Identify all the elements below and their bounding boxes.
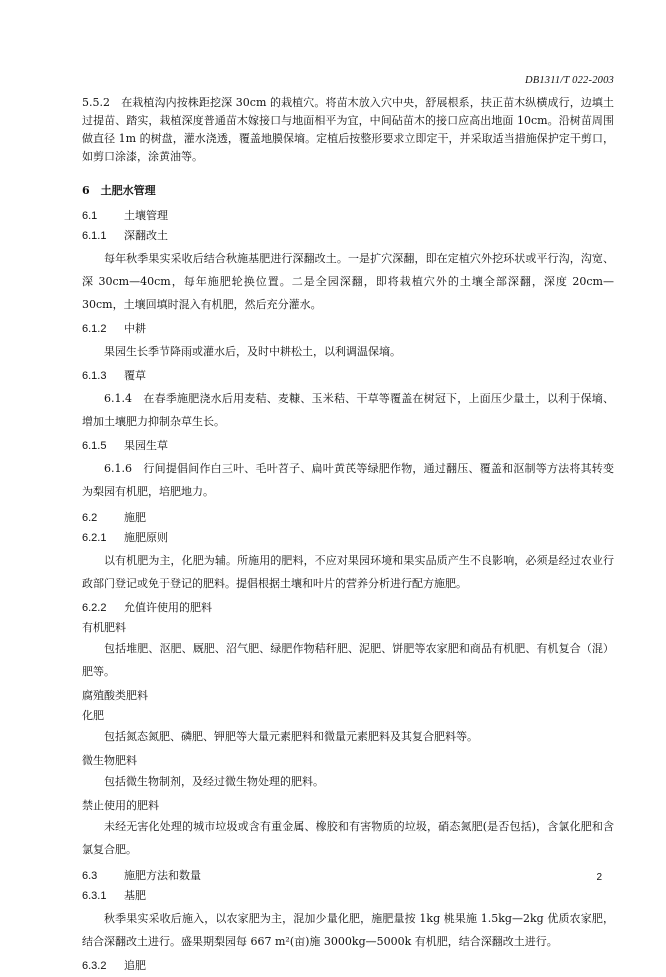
subheading-microbial-fertilizer: 微生物肥料 bbox=[82, 754, 137, 767]
page-content bbox=[82, 94, 614, 977]
paragraph-6-1-4: 6.1.4 在春季施肥浇水后用麦秸、麦糠、玉米秸、干草等覆盖在树冠下，上面压少量土，以利于保墒、增加土壤肥力抑制杂草生长。 bbox=[82, 392, 614, 428]
heading-title: 施肥方法和数量 bbox=[124, 869, 201, 882]
heading-6-3 bbox=[82, 867, 614, 883]
paragraph-6-3-1: 秋季果实采收后施入，以农家肥为主，混加少量化肥，施肥量按 1kg 桃果施 1.5kg—2kg 优质农家肥，结合深翻改土进行。盛果期梨园每 667 m²(亩)施 3000kg—5000k 有机肥，结合深翻改土进行。 bbox=[82, 912, 614, 948]
paragraph-chemical-fertilizer: 包括氮态氮肥、磷肥、钾肥等大量元素肥料和微量元素肥料及其复合肥料等。 bbox=[104, 730, 478, 743]
paragraph-microbial-fertilizer: 包括微生物制剂，及经过微生物处理的肥料。 bbox=[104, 775, 324, 788]
document-id: DB1311/T 022-2003 bbox=[524, 75, 614, 86]
section-6-heading: 6 土肥水管理 bbox=[82, 184, 156, 197]
heading-title: 追肥 bbox=[124, 959, 146, 972]
heading-6-3-1 bbox=[82, 887, 614, 903]
heading-title: 深翻改土 bbox=[124, 229, 168, 242]
heading-number: 6.2.2 bbox=[82, 602, 107, 614]
clause-5-5-2: 5.5.2 在栽植沟内按株距挖深 30cm 的栽植穴。将苗木放入穴中央，舒展根系，扶正苗木纵横成行，边填土过提苗、踏实，栽植深度普通苗木嫁接口与地面相平为宜，中间砧苗木的接口应高出地面 10cm。沿树苗周围做直径 1m 的树盘，灌水浇透，覆盖地膜保墒。定植后按整形要求立即定干，并采取适当措施保护定干剪口，如剪口涂漆，涂黄油等。 bbox=[82, 96, 614, 163]
heading-number: 6.1 bbox=[82, 210, 98, 222]
heading-title: 基肥 bbox=[124, 889, 146, 902]
heading-6-2-1 bbox=[82, 529, 614, 545]
heading-title: 覆草 bbox=[124, 369, 146, 382]
heading-number: 6.1.1 bbox=[82, 230, 107, 242]
heading-6-2-2 bbox=[82, 599, 614, 615]
paragraph-banned-fertilizer: 未经无害化处理的城市垃圾或含有重金属、橡胶和有害物质的垃圾，硝态氮肥(是否包括)，含氯化肥和含氯复合肥。 bbox=[82, 820, 614, 856]
heading-number: 6.2.1 bbox=[82, 532, 107, 544]
heading-number: 6.1.5 bbox=[82, 440, 107, 452]
heading-number: 6.1.2 bbox=[82, 323, 107, 335]
heading-title: 施肥 bbox=[124, 511, 146, 524]
heading-number: 6.3 bbox=[82, 870, 98, 882]
heading-number: 6.2 bbox=[82, 512, 98, 524]
heading-number: 6.3.2 bbox=[82, 960, 107, 972]
heading-6-1-1 bbox=[82, 227, 614, 243]
heading-6-2 bbox=[82, 509, 614, 525]
heading-title: 中耕 bbox=[124, 322, 146, 335]
paragraph-6-2-1: 以有机肥为主，化肥为辅。所施用的肥料，不应对果园环境和果实品质产生不良影响，必须是经过农业行政部门登记或免于登记的肥料。提倡根据土壤和叶片的营养分析进行配方施肥。 bbox=[82, 554, 614, 590]
heading-number: 6.3.1 bbox=[82, 890, 107, 902]
heading-title: 施肥原则 bbox=[124, 531, 168, 544]
page-number: 2 bbox=[596, 872, 602, 883]
paragraph-6-1-2: 果园生长季节降雨或灌水后，及时中耕松土，以利调温保墒。 bbox=[104, 345, 401, 358]
heading-title: 土壤管理 bbox=[124, 209, 168, 222]
heading-number: 6.1.3 bbox=[82, 370, 107, 382]
paragraph-organic-fertilizer: 包括堆肥、沤肥、厩肥、沼气肥、绿肥作物秸秆肥、泥肥、饼肥等农家肥和商品有机肥、有机复合（混）肥等。 bbox=[82, 642, 614, 678]
heading-6-3-2 bbox=[82, 957, 614, 973]
heading-6-1-3 bbox=[82, 367, 614, 383]
heading-6-1-2 bbox=[82, 320, 614, 336]
subheading-humic-acid-fertilizer: 腐殖酸类肥料 bbox=[82, 689, 148, 702]
heading-title: 果园生草 bbox=[124, 439, 168, 452]
heading-title: 允值许使用的肥料 bbox=[124, 601, 212, 614]
paragraph-6-1-1: 每年秋季果实采收后结合秋施基肥进行深翻改土。一是扩穴深翻，即在定植穴外挖环状或平行沟，沟宽、深 30cm—40cm，每年施肥轮换位置。二是全园深翻，即将栽植穴外的土壤全部深翻，深度 20cm—30cm，土壤回填时混入有机肥，然后充分灌水。 bbox=[82, 252, 614, 311]
heading-6-1-5 bbox=[82, 437, 614, 453]
subheading-organic-fertilizer: 有机肥料 bbox=[82, 621, 126, 634]
subheading-chemical-fertilizer: 化肥 bbox=[82, 709, 104, 722]
heading-6-1 bbox=[82, 207, 614, 223]
paragraph-6-1-6: 6.1.6 行间提倡间作白三叶、毛叶苕子、扁叶黄芪等绿肥作物，通过翻压、覆盖和沤制等方法将其转变为梨园有机肥，培肥地力。 bbox=[82, 462, 614, 498]
subheading-banned-fertilizer: 禁止使用的肥料 bbox=[82, 799, 159, 812]
